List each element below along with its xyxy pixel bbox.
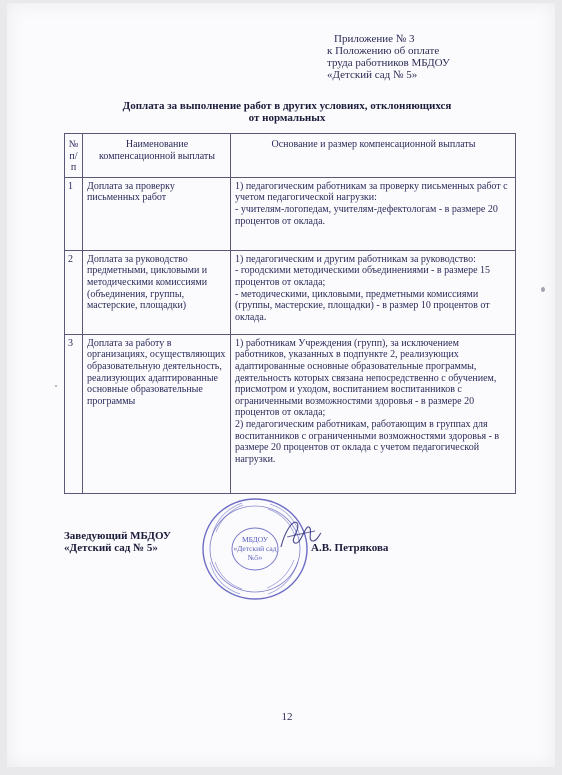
row-number: 2 — [65, 250, 83, 334]
scan-speck — [55, 385, 57, 387]
basis-line: 1) педагогическим работникам за проверку письменных работ с учетом педагогической нагрузки: — [235, 180, 508, 204]
row-basis — [231, 334, 516, 493]
basis-line: - городскими методическими объединениями - в размере 15 процентов от оклада; — [235, 265, 491, 288]
document-title — [37, 100, 537, 124]
appendix-line-2: к Положению об оплате — [327, 45, 440, 57]
basis-line: 1) педагогическим и другим работникам за руководство: — [235, 253, 476, 265]
signatory-name: А.В. Петрякова — [311, 542, 389, 554]
basis-line: - учителям-логопедам, учителям-дефектологам - в размере 20 процентов от оклада. — [235, 203, 498, 227]
basis-line: - методическими, цикловыми, предметными комиссиями (группы, мастерские, площадки) - в размер 10 процентов от оклада. — [235, 288, 490, 323]
row-number: 1 — [65, 177, 83, 250]
header-number: № п/п — [65, 134, 83, 178]
table-row — [65, 250, 516, 334]
appendix-line-4: «Детский сад № 5» — [327, 69, 418, 81]
scan-speck — [541, 287, 545, 292]
position-line-1: Заведующий МБДОУ — [64, 530, 171, 542]
header-basis: Основание и размер компенсационной выплаты — [231, 134, 516, 178]
row-name: Доплата за руководство предметными, цикловыми и методическими комиссиями (объединения, группы, мастерские, площадки) — [83, 250, 231, 334]
stamp-text-line-3: №5» — [247, 553, 263, 562]
stamp-text-line-1: МБДОУ — [241, 535, 269, 544]
table-header-row — [65, 134, 516, 178]
signatory-position — [64, 530, 171, 554]
title-line-1: Доплата за выполнение работ в других условиях, отклоняющихся — [122, 100, 452, 112]
appendix-line-1: Приложение № 3 — [334, 33, 415, 45]
row-number: 3 — [65, 334, 83, 493]
basis-line: 1) работникам Учреждения (групп), за исключением работников, указанных в подпункте 2, реализующих адаптированные основные образовательные программы, деятельность которых связана непосредственно с обучением, присмотром и уходом, воспитанием воспитанников с ограниченными возможностями здоровья - в размере 20 процентов от оклада; — [235, 337, 497, 419]
position-line-2: «Детский сад № 5» — [64, 542, 158, 554]
appendix-line-3: труда работников МБДОУ — [327, 57, 450, 69]
header-name: Наименование компенсационной выплаты — [83, 134, 231, 178]
handwritten-signature — [275, 511, 323, 553]
stamp-text-line-2: «Детский сад — [233, 544, 277, 553]
row-basis — [231, 250, 516, 334]
page-number: 12 — [281, 711, 293, 723]
basis-line: 2) педагогическим работникам, работающим в группах для воспитанников с ограниченными возможностями здоровья - в размере 20 процентов от оклада с учетом педагогической нагрузки. — [235, 418, 500, 465]
row-basis — [231, 177, 516, 250]
appendix-header — [327, 33, 450, 81]
row-name: Доплата за работу в организациях, осуществляющих образовательную деятельность, реализующих адаптированные основные образовательные программы — [83, 334, 231, 493]
compensation-table — [64, 133, 516, 494]
table-row — [65, 177, 516, 250]
table-row — [65, 334, 516, 493]
row-name: Доплата за проверку письменных работ — [83, 177, 231, 250]
document-page — [7, 3, 555, 767]
title-line-2: от нормальных — [248, 112, 326, 124]
